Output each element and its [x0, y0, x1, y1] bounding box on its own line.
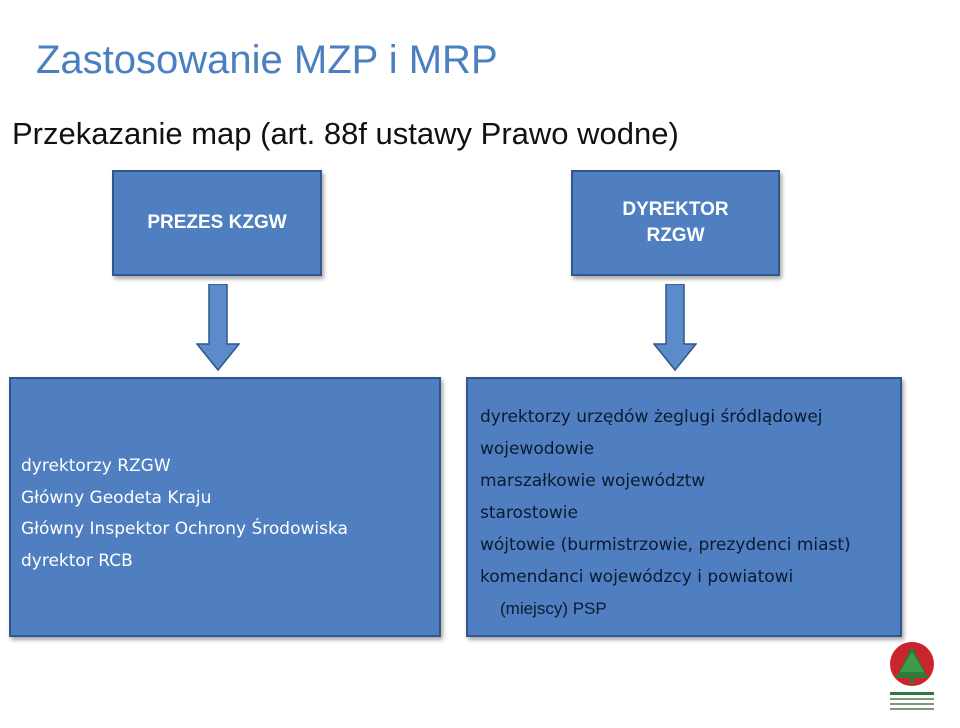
list-item: wójtowie (burmistrzowie, prezydenci miast)	[480, 535, 851, 555]
slide-title: Zastosowanie MZP i MRP	[36, 38, 498, 82]
left-recipients-list	[21, 451, 348, 577]
list-item: komendanci wojewódzcy i powiatowi	[480, 567, 794, 587]
list-item: dyrektorzy RZGW	[21, 456, 171, 476]
list-item: dyrektor RCB	[21, 550, 133, 571]
ministry-tree-logo-icon	[886, 640, 938, 720]
list-item: marszałkowie województw	[480, 471, 706, 491]
box-left-recipients	[9, 377, 441, 637]
list-item: wojewodowie	[480, 439, 595, 459]
box-dyrektor-line1: DYREKTOR	[622, 199, 729, 220]
box-dyrektor-line2: RZGW	[646, 225, 705, 246]
list-item: Główny Geodeta Kraju	[21, 487, 212, 508]
box-dyrektor-rzgw	[571, 170, 780, 276]
down-arrow-right-icon	[653, 284, 697, 372]
box-prezes-label: PREZES KZGW	[147, 212, 287, 233]
box-prezes-kzgw	[112, 170, 322, 276]
right-recipients-list	[480, 401, 851, 625]
list-item: starostowie	[480, 503, 578, 523]
list-item: dyrektorzy urzędów żeglugi śródlądowej	[480, 407, 823, 427]
box-right-recipients	[466, 377, 902, 637]
list-item: (miejscy) PSP	[500, 599, 607, 618]
list-item: Główny Inspektor Ochrony Środowiska	[21, 519, 348, 539]
down-arrow-left-icon	[196, 284, 240, 372]
slide-subtitle: Przekazanie map (art. 88f ustawy Prawo wodne)	[12, 116, 679, 151]
